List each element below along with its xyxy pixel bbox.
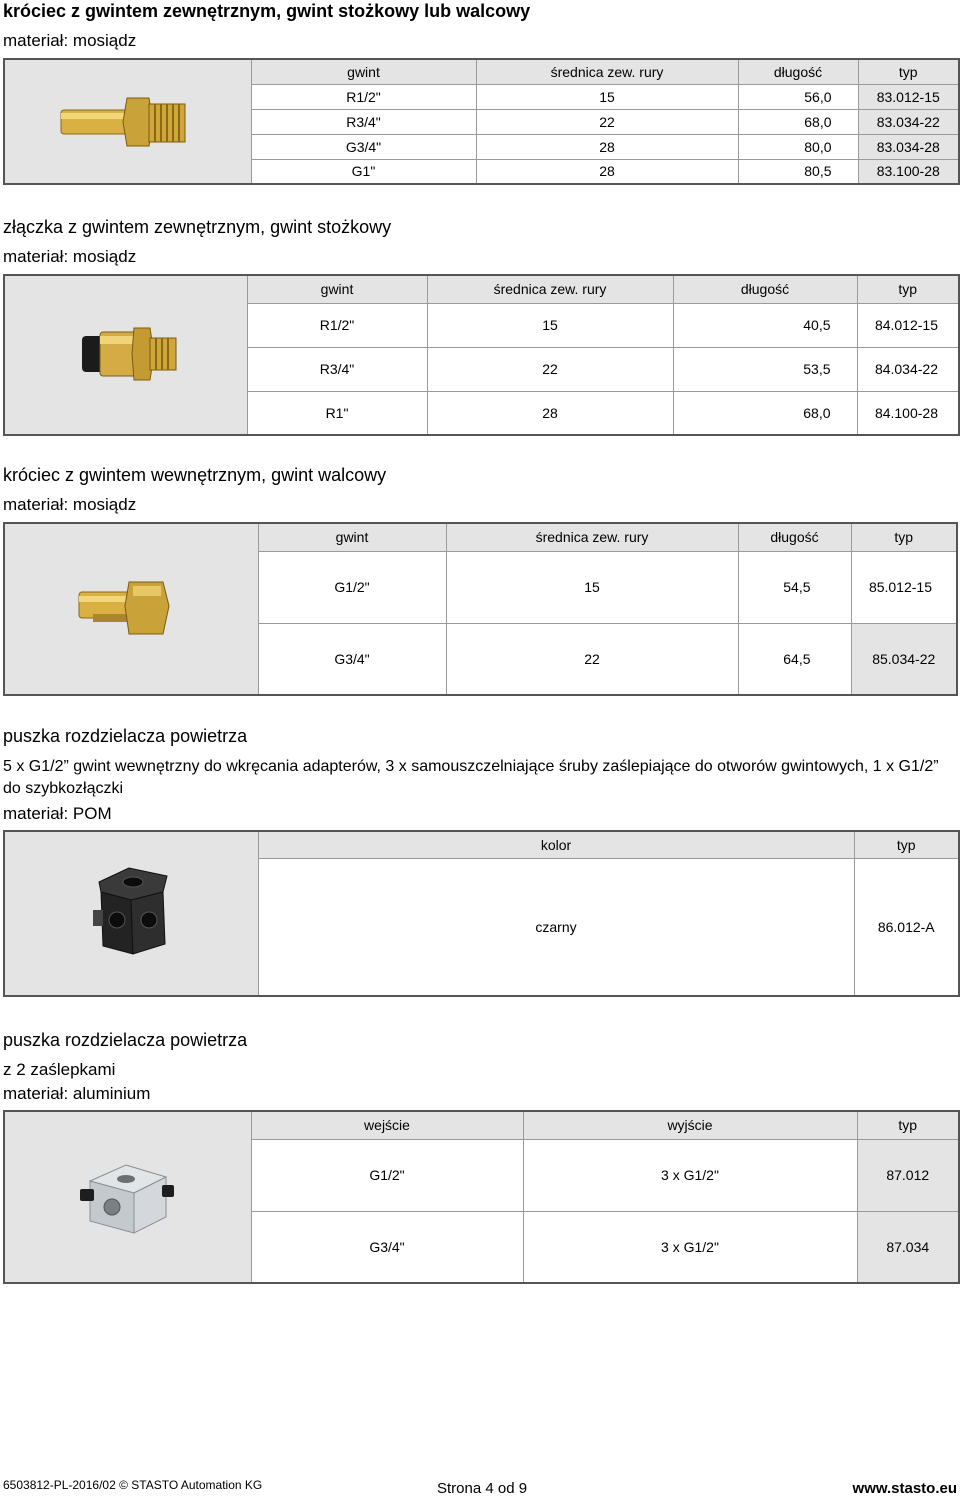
cell-type: 83.034-28 (858, 134, 959, 159)
col-header: długość (738, 59, 858, 84)
product-table (3, 830, 960, 997)
cell-diameter: 28 (476, 134, 738, 159)
product-table (3, 1110, 960, 1284)
cell-diameter: 15 (427, 303, 673, 347)
cell-thread: G3/4" (258, 623, 446, 695)
cell-type: 84.012-15 (857, 303, 959, 347)
col-header: typ (851, 523, 957, 551)
female-adapter-icon (71, 568, 191, 648)
cell-thread: R3/4" (247, 347, 427, 391)
col-header: gwint (258, 523, 446, 551)
cell-thread: R3/4" (251, 109, 476, 134)
cell-thread: R1" (247, 391, 427, 435)
cell-diameter: 22 (476, 109, 738, 134)
brass-adapter-icon (53, 80, 203, 160)
cell-type: 83.100-28 (858, 159, 959, 184)
cell-length: 68,0 (673, 391, 857, 435)
cell-length: 56,0 (738, 84, 858, 109)
cell-type: 84.034-22 (857, 347, 959, 391)
col-header: długość (738, 523, 851, 551)
product-image (4, 523, 258, 695)
col-header: typ (854, 831, 959, 858)
push-fit-connector-icon (66, 314, 186, 394)
cell-inlet: G3/4" (251, 1211, 523, 1283)
cell-diameter: 28 (476, 159, 738, 184)
col-header: typ (858, 59, 959, 84)
cell-type: 83.034-22 (858, 109, 959, 134)
cell-length: 80,0 (738, 134, 858, 159)
col-header: gwint (251, 59, 476, 84)
cell-length: 68,0 (738, 109, 858, 134)
cell-length: 40,5 (673, 303, 857, 347)
cell-length: 53,5 (673, 347, 857, 391)
col-header: średnica zew. rury (476, 59, 738, 84)
footer-page-number: Strona 4 od 9 (437, 1480, 528, 1497)
col-header: typ (857, 1111, 959, 1139)
section-material: materiał: mosiądz (3, 495, 137, 514)
cell-diameter: 22 (446, 623, 738, 695)
section-material: materiał: mosiądz (3, 247, 137, 266)
section-description: 5 x G1/2” gwint wewnętrzny do wkręcania adapterów, 3 x samouszczelniające śruby zaślepiające do otworów gwintowych, 1 x G1/2” do szybkozłączki (3, 758, 939, 797)
cell-diameter: 15 (476, 84, 738, 109)
footer-website-link[interactable]: www.stasto.eu (852, 1480, 957, 1497)
cell-type: 83.012-15 (858, 84, 959, 109)
product-image (4, 59, 251, 184)
aluminium-distribution-box-icon (68, 1151, 188, 1241)
section-title: króciec z gwintem zewnętrznym, gwint stożkowy lub walcowy (3, 1, 531, 21)
product-table (3, 522, 958, 696)
section-subtitle: z 2 zaślepkami (3, 1060, 116, 1079)
col-header: typ (857, 275, 959, 303)
cell-outlet: 3 x G1/2" (523, 1139, 857, 1211)
cell-diameter: 28 (427, 391, 673, 435)
cell-length: 64,5 (738, 623, 851, 695)
cell-inlet: G1/2" (251, 1139, 523, 1211)
product-image (4, 1111, 251, 1283)
black-distribution-box-icon (71, 862, 191, 962)
section-title: króciec z gwintem wewnętrznym, gwint walcowy (3, 465, 387, 485)
cell-thread: G1/2" (258, 551, 446, 623)
product-image (4, 275, 247, 435)
product-table (3, 274, 960, 436)
section-title: złączka z gwintem zewnętrznym, gwint stożkowy (3, 217, 392, 237)
cell-thread: G3/4" (251, 134, 476, 159)
cell-thread: R1/2" (251, 84, 476, 109)
cell-type: 84.100-28 (857, 391, 959, 435)
section-title: puszka rozdzielacza powietrza (3, 726, 248, 746)
cell-type: 85.012-15 (851, 551, 957, 623)
product-image (4, 831, 258, 996)
cell-type: 86.012-A (854, 858, 959, 996)
col-header: wejście (251, 1111, 523, 1139)
cell-length: 54,5 (738, 551, 851, 623)
section-material: materiał: mosiądz (3, 31, 137, 50)
col-header: kolor (258, 831, 854, 858)
section-material: materiał: aluminium (3, 1084, 151, 1103)
col-header: średnica zew. rury (446, 523, 738, 551)
cell-thread: R1/2" (247, 303, 427, 347)
cell-diameter: 22 (427, 347, 673, 391)
col-header: wyjście (523, 1111, 857, 1139)
section-material: materiał: POM (3, 804, 112, 823)
col-header: długość (673, 275, 857, 303)
cell-type: 87.034 (857, 1211, 959, 1283)
col-header: średnica zew. rury (427, 275, 673, 303)
cell-diameter: 15 (446, 551, 738, 623)
cell-outlet: 3 x G1/2" (523, 1211, 857, 1283)
cell-length: 80,5 (738, 159, 858, 184)
cell-type: 85.034-22 (851, 623, 957, 695)
cell-type: 87.012 (857, 1139, 959, 1211)
cell-thread: G1" (251, 159, 476, 184)
col-header: gwint (247, 275, 427, 303)
section-title: puszka rozdzielacza powietrza (3, 1030, 248, 1050)
footer-doc-id: 6503812-PL-2016/02 © STASTO Automation KG (3, 1478, 263, 1492)
cell-color: czarny (258, 858, 854, 996)
product-table (3, 58, 960, 185)
